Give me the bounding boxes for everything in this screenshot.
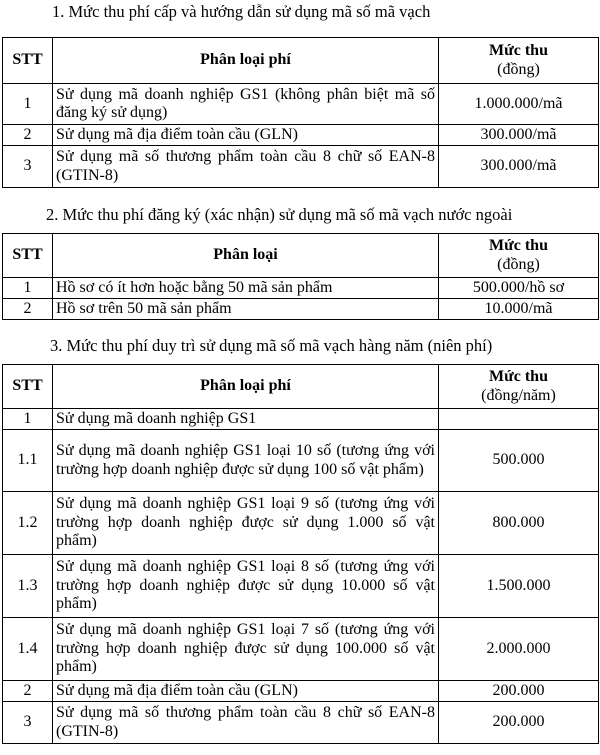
header-category: Phân loại phí (53, 365, 439, 409)
row-fee: 200.000 (439, 702, 599, 744)
row-fee: 500.000/hồ sơ (439, 278, 599, 299)
table-row (3, 618, 599, 681)
row-category: Sử dụng mã doanh nghiệp GS1 loại 8 số (tương ứng với trường hợp doanh nghiệp được sử dụng 10.000 số vật phẩm) (53, 555, 439, 618)
header-fee (439, 234, 599, 278)
section-1-title: 1. Mức thu phí cấp và hướng dẫn sử dụng mã số mã vạch (52, 2, 431, 21)
row-fee: 1.000.000/mã (439, 84, 599, 125)
table-row (3, 84, 599, 125)
table-header-row (3, 365, 599, 409)
row-stt: 3 (3, 702, 53, 744)
row-category: Sử dụng mã địa điểm toàn cầu (GLN) (53, 125, 439, 146)
row-fee: 500.000 (439, 430, 599, 492)
table-row (3, 299, 599, 320)
row-stt: 1.4 (3, 618, 53, 681)
row-fee: 300.000/mã (439, 146, 599, 188)
row-stt: 1 (3, 278, 53, 299)
header-fee-label: Mức thu (489, 42, 548, 59)
header-fee-label: Mức thu (489, 237, 548, 254)
table-row (3, 702, 599, 744)
row-category: Sử dụng mã doanh nghiệp GS1 loại 7 số (tương ứng với trường hợp doanh nghiệp được sử dụng 100.000 số vật phẩm) (53, 618, 439, 681)
header-stt: STT (3, 38, 53, 84)
row-fee (439, 409, 599, 430)
row-stt: 2 (3, 125, 53, 146)
header-fee-unit: (đồng) (497, 255, 540, 273)
table-header-row (3, 38, 599, 84)
table-header-row (3, 234, 599, 278)
row-fee: 1.500.000 (439, 555, 599, 618)
row-stt: 1 (3, 84, 53, 125)
fee-table-2 (2, 233, 599, 320)
row-category: Hồ sơ có ít hơn hoặc bằng 50 mã sản phẩm (53, 278, 439, 299)
row-stt: 1.3 (3, 555, 53, 618)
table-row (3, 146, 599, 188)
header-stt: STT (3, 365, 53, 409)
section-2-title: 2. Mức thu phí đăng ký (xác nhận) sử dụng mã số mã vạch nước ngoài (46, 205, 513, 224)
row-category: Sử dụng mã số thương phẩm toàn cầu 8 chữ số EAN-8 (GTIN-8) (53, 146, 439, 188)
header-stt: STT (3, 234, 53, 278)
header-fee-label: Mức thu (489, 368, 548, 385)
row-category: Sử dụng mã doanh nghiệp GS1 loại 9 số (tương ứng với trường hợp doanh nghiệp được sử dụng 1.000 số vật phẩm) (53, 492, 439, 555)
row-category: Sử dụng mã số thương phẩm toàn cầu 8 chữ số EAN-8 (GTIN-8) (53, 702, 439, 744)
fee-table-3 (2, 364, 599, 744)
row-category: Sử dụng mã doanh nghiệp GS1 (53, 409, 439, 430)
row-stt: 2 (3, 299, 53, 320)
row-fee: 800.000 (439, 492, 599, 555)
row-stt: 3 (3, 146, 53, 188)
header-category: Phân loại (53, 234, 439, 278)
table-row (3, 278, 599, 299)
header-fee (439, 38, 599, 84)
row-fee: 300.000/mã (439, 125, 599, 146)
header-fee-unit: (đồng/năm) (481, 386, 556, 404)
row-category: Sử dụng mã doanh nghiệp GS1 loại 10 số (tương ứng với trường hợp doanh nghiệp được sử dụng 100 số vật phẩm) (53, 430, 439, 492)
table-row (3, 409, 599, 430)
row-category: Hồ sơ trên 50 mã sản phẩm (53, 299, 439, 320)
table-row (3, 492, 599, 555)
row-fee: 2.000.000 (439, 618, 599, 681)
row-category: Sử dụng mã doanh nghiệp GS1 (không phân biệt mã số đăng ký sử dụng) (53, 84, 439, 125)
header-category: Phân loại phí (53, 38, 439, 84)
section-3-title: 3. Mức thu phí duy trì sử dụng mã số mã vạch hàng năm (niên phí) (50, 336, 493, 355)
row-stt: 1 (3, 409, 53, 430)
table-row (3, 681, 599, 702)
row-stt: 2 (3, 681, 53, 702)
header-fee-unit: (đồng) (497, 60, 540, 78)
table-row (3, 125, 599, 146)
row-category: Sử dụng mã địa điểm toàn cầu (GLN) (53, 681, 439, 702)
row-fee: 200.000 (439, 681, 599, 702)
row-fee: 10.000/mã (439, 299, 599, 320)
header-fee (439, 365, 599, 409)
fee-table-1 (2, 37, 599, 188)
row-stt: 1.1 (3, 430, 53, 492)
table-row (3, 430, 599, 492)
row-stt: 1.2 (3, 492, 53, 555)
table-row (3, 555, 599, 618)
